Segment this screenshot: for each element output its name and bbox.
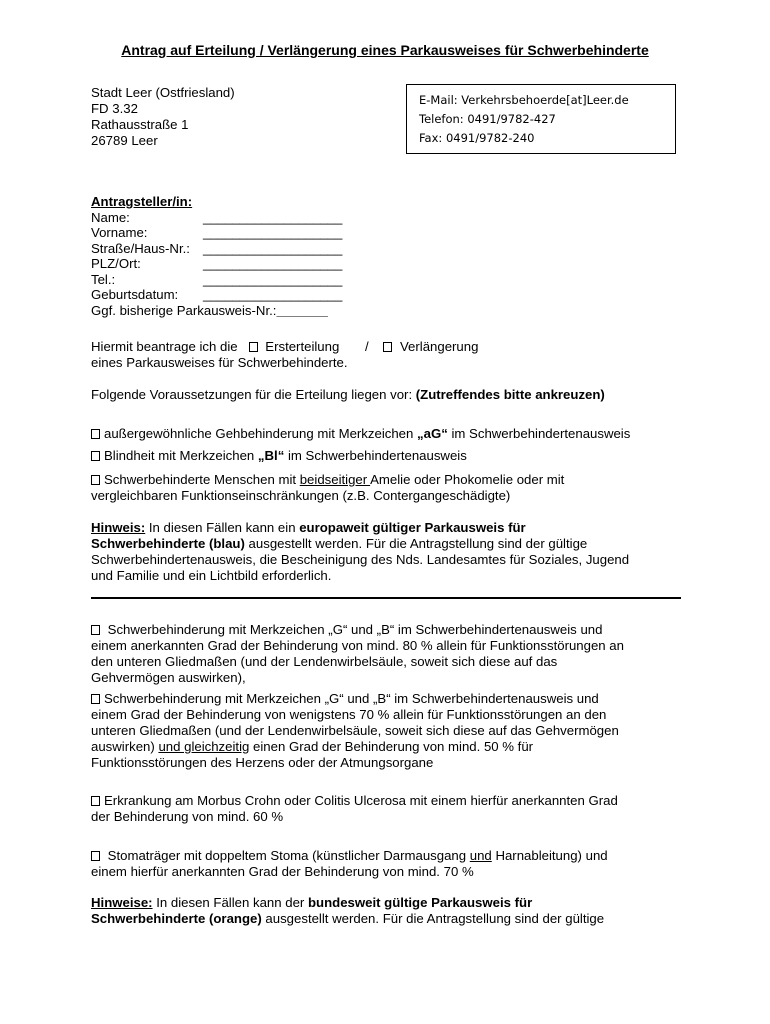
condition-text: Schwerbehinderte Menschen mit (104, 472, 300, 487)
field-birthdate (91, 287, 342, 303)
condition-text: den unteren Gliedmaßen (und der Lendenwirbelsäule, soweit sich diese auf das (91, 654, 558, 669)
field-firstname (91, 225, 342, 241)
conditions-intro (91, 387, 691, 403)
note-label: Hinweis: (91, 520, 146, 535)
field-zip-city (91, 256, 342, 272)
checkbox-crohn[interactable] (91, 796, 100, 806)
applicant-section (91, 194, 342, 318)
condition-stoma (91, 848, 691, 880)
field-label: Name: (91, 209, 130, 225)
applicant-heading: Antragsteller/in: (91, 194, 193, 209)
field-label: Ggf. bisherige Parkausweis-Nr.: (91, 302, 277, 318)
condition-text: einem hierfür anerkannten Grad der Behinderung von mind. 70 % (91, 864, 474, 879)
condition-text: Amelie oder Phokomelie oder mit (370, 472, 565, 487)
contact-email: E-Mail: Verkehrsbehoerde[at]Leer.de (419, 93, 629, 107)
note-text: ausgestellt werden. Für die Antragstellung sind der gültige (261, 911, 605, 926)
field-prev-permit (91, 303, 342, 319)
contact-fax: Fax: 0491/9782-240 (419, 131, 535, 145)
condition-ag (91, 426, 691, 442)
note-orange (91, 895, 691, 927)
request-prefix: Hiermit beantrage ich die (91, 339, 238, 354)
prev-permit-input-line[interactable]: _______ (276, 302, 328, 318)
note-text: Schwerbehindertenausweis, die Bescheinigung des Nds. Landesamtes für Soziales, Jugend (91, 552, 630, 567)
field-label: Geburtsdatum: (91, 287, 179, 302)
condition-text: Funktionsstörungen des Herzens oder der Atmungsorgane (91, 755, 434, 770)
field-label: PLZ/Ort: (91, 256, 141, 271)
intro-hint: (Zutreffendes bitte ankreuzen) (415, 387, 605, 402)
checkbox-bl[interactable] (91, 451, 100, 461)
condition-text: Blindheit mit Merkzeichen (104, 448, 258, 463)
note-bold: europaweit gültiger Parkausweis für (299, 520, 526, 535)
condition-text: Harnableitung) und (491, 848, 608, 863)
field-street (91, 241, 342, 257)
condition-code: „aG“ (417, 426, 448, 441)
address-line: Rathausstraße 1 (91, 117, 189, 132)
condition-text: Erkrankung am Morbus Crohn oder Colitis Ulcerosa mit einem hierfür anerkannten Grad (104, 793, 618, 808)
field-label: Tel.: (91, 271, 116, 287)
street-input-line[interactable]: ___________________ (203, 240, 343, 256)
checkbox-stoma[interactable] (91, 851, 100, 861)
form-title: Antrag auf Erteilung / Verlängerung eines Parkausweises für Schwerbehinderte (121, 42, 649, 58)
condition-amelie (91, 472, 691, 504)
address-line: 26789 Leer (91, 133, 158, 148)
condition-g-b-70 (91, 691, 691, 771)
intro-text: Folgende Voraussetzungen für die Erteilung liegen vor: (91, 387, 416, 402)
request-suffix: eines Parkausweises für Schwerbehinderte. (91, 355, 348, 370)
firstname-input-line[interactable]: ___________________ (203, 225, 343, 240)
checkbox-amelie[interactable] (91, 475, 100, 485)
condition-crohn (91, 793, 691, 825)
checkbox-renewal[interactable] (383, 342, 392, 352)
note-bold: Schwerbehinderte (orange) (91, 911, 262, 926)
note-bold: bundesweit gültige Parkausweis für (307, 895, 533, 910)
condition-text: im Schwerbehindertenausweis (447, 426, 631, 441)
condition-text: Schwerbehinderung mit Merkzeichen „G“ und „B“ im Schwerbehindertenausweis und (104, 691, 599, 706)
condition-text: vergleichbaren Funktionseinschränkungen (z.B. Contergangeschädigte) (91, 488, 511, 503)
checkbox-first-issue[interactable] (249, 342, 258, 352)
field-name (91, 210, 342, 226)
condition-text: auswirken) (91, 739, 159, 754)
option-first-issue: Ersterteilung (265, 339, 340, 354)
condition-underline: und (469, 848, 492, 863)
condition-text: im Schwerbehindertenausweis (284, 448, 467, 463)
contact-phone: Telefon: 0491/9782-427 (419, 112, 556, 126)
checkbox-g-b-80[interactable] (91, 625, 100, 635)
condition-text: einem Grad der Behinderung von wenigstens 70 % allein für Funktionsstörungen an den (91, 707, 607, 722)
request-type (91, 339, 691, 371)
condition-g-b-80 (91, 622, 691, 686)
condition-code: „Bl“ (257, 448, 285, 463)
contact-box (406, 84, 676, 154)
name-input-line[interactable]: ___________________ (203, 209, 343, 225)
zip-city-input-line[interactable]: ___________________ (203, 256, 343, 271)
field-label: Straße/Haus-Nr.: (91, 240, 190, 256)
condition-text: einen Grad der Behinderung von mind. 50 % für (249, 739, 534, 754)
note-blue (91, 520, 691, 584)
address-line: FD 3.32 (91, 101, 138, 116)
section-divider (91, 597, 681, 599)
note-text: In diesen Fällen kann der (152, 895, 308, 910)
authority-address (91, 85, 235, 149)
birthdate-input-line[interactable]: ___________________ (203, 287, 343, 302)
option-renewal: Verlängerung (399, 339, 479, 354)
checkbox-g-b-70[interactable] (91, 694, 100, 704)
checkbox-ag[interactable] (91, 429, 100, 439)
condition-text: der Behinderung von mind. 60 % (91, 809, 284, 824)
note-text: und Familie und ein Lichtbild erforderlich. (91, 568, 332, 583)
note-text: In diesen Fällen kann ein (145, 520, 300, 535)
field-label: Vorname: (91, 225, 148, 240)
condition-text: einem anerkannten Grad der Behinderung von mind. 80 % allein für Funktionsstörungen an (91, 638, 624, 653)
condition-underline: und gleichzeitig (158, 739, 250, 754)
field-phone (91, 272, 342, 288)
phone-input-line[interactable]: ___________________ (203, 271, 343, 287)
note-bold: Schwerbehinderte (blau) (91, 536, 245, 551)
option-separator: / (364, 339, 369, 354)
condition-underline: beidseitiger (299, 472, 371, 487)
condition-text: außergewöhnliche Gehbehinderung mit Merkzeichen (104, 426, 418, 441)
condition-text: unteren Gliedmaßen (und der Lendenwirbelsäule, soweit sich diese auf das Gehvermögen (91, 723, 619, 738)
condition-bl (91, 448, 691, 464)
note-text: ausgestellt werden. Für die Antragstellung sind der gültige (244, 536, 588, 551)
note-label: Hinweise: (91, 895, 153, 910)
condition-text: Schwerbehinderung mit Merkzeichen „G“ und „B“ im Schwerbehindertenausweis und (107, 622, 603, 637)
address-line: Stadt Leer (Ostfriesland) (91, 85, 235, 100)
condition-text: Gehvermögen auswirken), (91, 670, 246, 685)
condition-text: Stomaträger mit doppeltem Stoma (künstlicher Darmausgang (107, 848, 470, 863)
